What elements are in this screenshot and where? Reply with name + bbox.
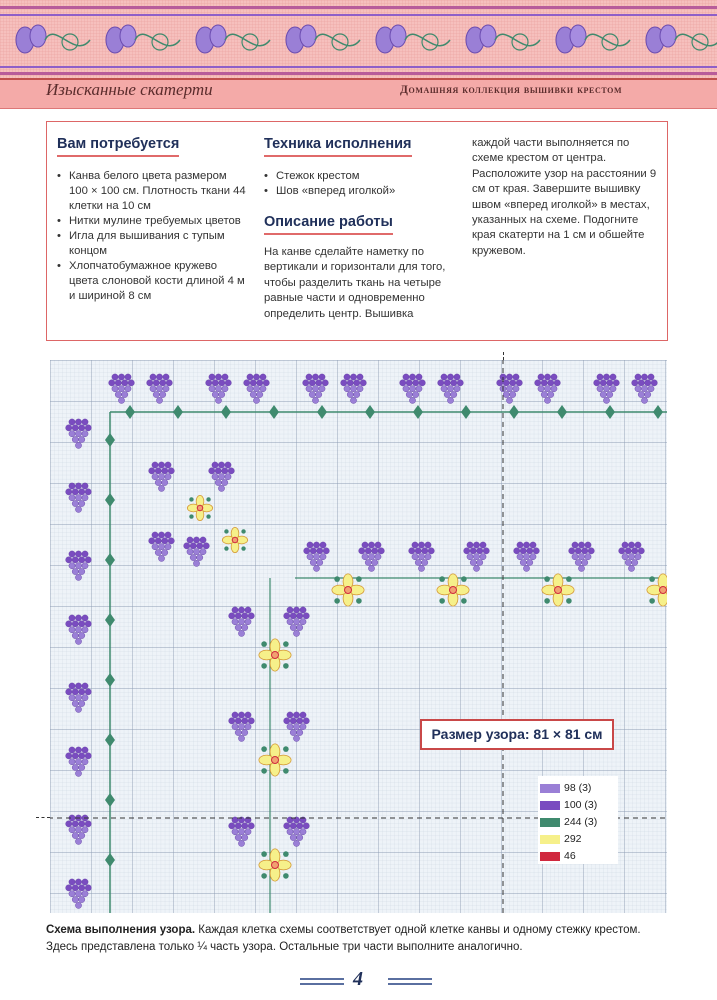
list-item: • Нитки мулине требуемых цветов <box>57 214 247 229</box>
caption-title: Схема выполнения узора. <box>46 924 196 936</box>
legend-item: 98 (3) <box>540 782 591 796</box>
technique-list <box>264 169 459 199</box>
chart-caption <box>46 922 671 956</box>
decorative-border <box>0 0 717 78</box>
legend-item: 244 (3) <box>540 816 597 830</box>
legend-item: 100 (3) <box>540 799 597 813</box>
caption-text: Каждая клетка схемы соответствует одной клетке канвы и одному стежку крестом. Здесь представлена только ¼ часть узора. Остальные три части выполните аналогично. <box>46 924 641 953</box>
technique-title: Техника исполнения <box>264 136 412 157</box>
legend-swatch <box>540 801 560 810</box>
page-number: 4 <box>353 968 363 990</box>
collection-title: Домашняя коллекция вышивки крестом <box>400 84 623 96</box>
legend-swatch <box>540 818 560 827</box>
materials-title: Вам потребуется <box>57 136 179 157</box>
list-item: • Стежок крестом <box>264 169 459 184</box>
legend-swatch <box>540 852 560 861</box>
description-text: На канве сделайте наметку по вертикали и горизонтали для того, чтобы разделить ткань на четыре равные части и одновременно определить центр. Вышивка <box>264 246 446 320</box>
border-pattern-image <box>0 0 717 78</box>
description-continuation: каждой части выполняется по схеме крестом от центра. Расположите узор на расстоянии 9 см от края. Завершите вышивку швом «вперед иголкой» в местах, указанных на схеме. Подогните края скатерти на 1 см и обшейте кружевом. <box>472 137 657 257</box>
list-item: • Шов «вперед иголкой» <box>264 184 459 199</box>
list-item: • Канва белого цвета размером 100 × 100 см. Плотность ткани 44 клетки на 10 см <box>57 169 247 214</box>
materials-list <box>57 169 247 304</box>
list-item: • Хлопчатобумажное кружево цвета слоновой кости длиной 4 м и шириной 8 см <box>57 259 247 304</box>
legend-swatch <box>540 835 560 844</box>
legend-item: 46 <box>540 850 576 864</box>
legend-swatch <box>540 784 560 793</box>
section-title: Изысканные скатерти <box>46 80 213 99</box>
center-line-extension <box>36 817 50 818</box>
list-item: • Игла для вышивания с тупым концом <box>57 229 247 259</box>
pattern-size-label: Размер узора: 81 × 81 см <box>420 719 614 750</box>
materials-section <box>57 135 247 304</box>
description-title: Описание работы <box>264 214 393 235</box>
color-legend <box>538 776 618 864</box>
description-section <box>264 213 459 322</box>
technique-section <box>264 135 459 199</box>
center-line-extension <box>503 352 504 360</box>
legend-item: 292 <box>540 833 582 847</box>
